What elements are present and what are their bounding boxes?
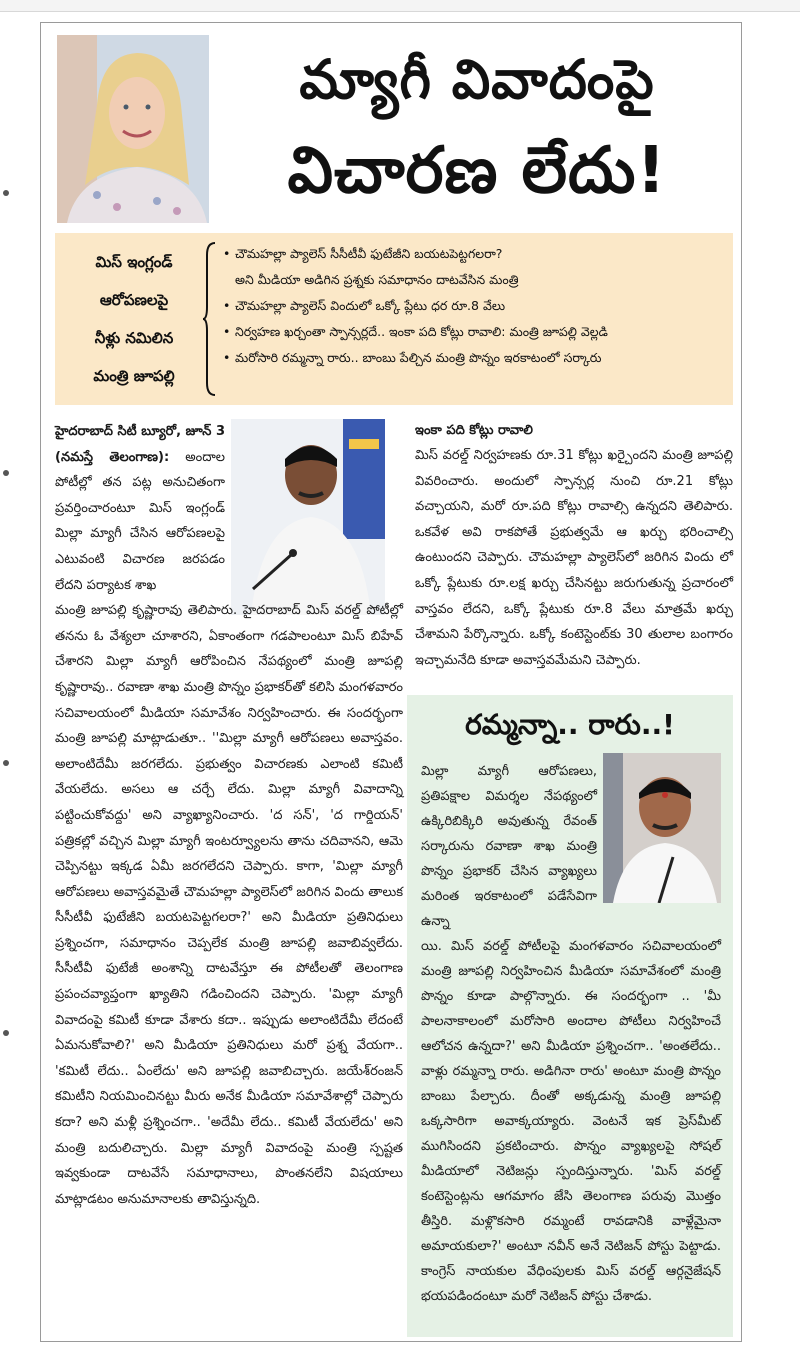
page-top-strip bbox=[0, 0, 800, 12]
side-article-subhead: ఇంకా పది కోట్లు రావాలి bbox=[415, 423, 533, 438]
summary-bullet: • చౌమహల్లా ప్యాలెస్ సీసీటీవీ ఫుటేజీని బయటపెట్టగలరా? bbox=[223, 241, 729, 267]
summary-box bbox=[55, 233, 733, 405]
sub-article-title: రమ్మన్నా.. రారు..! bbox=[465, 708, 675, 741]
summary-bullet: • మరోసారి రమ్మన్నా రారు.. బాంబు పేల్చిన మంత్రి పొన్నం ఇరకాటంలో సర్కారు bbox=[223, 345, 729, 371]
summary-label-line: ఆరోపణలపై bbox=[99, 291, 169, 309]
summary-bullet: • నిర్వహణ ఖర్చంతా స్పాన్సర్లదే.. ఇంకా పది కోట్లు రావాలి: మంత్రి జూపల్లి వెల్లడి bbox=[223, 319, 729, 345]
headline-line-2: విచారణ లేదు! bbox=[287, 134, 667, 208]
main-article-body: మంత్రి జూపల్లి కృష్ణారావు తెలిపారు. హైదరాబాద్ మిస్ వరల్డ్ పోటీల్లో తనను ఓ వేశ్యలా చూశారని, ఏకాంతంగా గడపాలంటూ మిస్ బిహేవ్ చేశారని మిల్లా మ్యాగీ ఆరోపించిన నేపథ్యంలో మంత్రి జూపల్లి కృష్ణారావు.. రవాణా శాఖ మంత్రి పొన్నం ప్రభాకర్‌తో కలిసి మంగళవారం సచివాలయంలో మీడియా సమావేశం నిర్వహించారు. ఈ సందర్భంగా మంత్రి జూపల్లి మాట్లాడుతూ.. ''మిల్లా మ్యాగీ ఆరోపణలు అవాస్తవం. అలాంటిదేమీ జరగలేదు. ప్రభుత్వం విచారణకు ఎలాంటి కమిటీ వేయలేదు. అసలు ఆ చర్చే లేదు. మిల్లా మ్యాగీ వివాదాన్ని పట్టించుకోవద్దు' అని వ్యాఖ్యానించారు. 'ద సన్', 'ద గార్డియన్' పత్రికల్లో వచ్చిన మిల్లా మ్యాగీ ఇంటర్వ్యూలను తాను చదివానని, ఆమె చెప్పినట్టు ఇక్కడ ఏమీ జరగలేదని చెప్పారు. కాగా, 'మిల్లా మ్యాగీ ఆరోపణలు అవాస్తవమైతే చౌమహల్లా ప్యాలెస్‌లో జరిగిన విందు తాలుక సీసీటీవీ ఫుటేజీని బయటపెట్టగలరా?' అని మీడియా ప్రతినిధులు ప్రశ్నించగా, సమాధానం చెప్పలేక మంత్రి జూపల్లి జవాబివ్వలేదు. సీసీటీవీ ఫుటేజీ అంశాన్ని దాటవేస్తూ ఈ పోటీలతో తెలంగాణ ప్రపంచవ్యాప్తంగా ఖ్యాతిని గడించిందని చెప్పారు. 'మిల్లా మ్యాగీ వివాదంపై కమిటీ కూడా వేశారు కదా.. ఇప్పుడు అలాంటిదేమీ లేదంటే ఏమనుకోవాలి?' అని మీడియా ప్రతినిధులు మరో ప్రశ్న వేయగా.. 'కమిటీ లేదు.. ఏంలేదు' అని జూపల్లి జవాబిచ్చారు. జయేశ్‌రంజన్ కమిటీని నియమించినట్టు మీరు అనేక మీడియా సమావేశాల్లో చెప్పారు కదా? అని మళ్లీ ప్రశ్నించగా.. 'అదేమీ లేదు.. కమిటీ వేయలేదు' అని మంత్రి బదులిచ్చారు. మిల్లా మ్యాగీ వివాదంపై మంత్రి స్పష్టత ఇవ్వకుండా దాటవేసే సమాధానాలు, పొంతనలేని విషయాలు మాట్లాడటం అనుమానాలకు తావిస్తున్నది. bbox=[55, 603, 403, 1207]
main-article-lead-text: అందాల పోటీల్లో తన పట్ల అనుచితంగా ప్రవర్తించారంటూ మిస్ ఇంగ్లండ్ మిల్లా మ్యాగీ చేసిన ఆరోపణలపై ఎటువంటి విచారణ జరపడం లేదని పర్యాటక శాఖ bbox=[55, 449, 225, 593]
summary-bullets bbox=[223, 241, 729, 371]
margin-marks bbox=[0, 150, 12, 1050]
curly-brace-icon bbox=[203, 241, 217, 397]
main-article bbox=[55, 419, 403, 1212]
sub-article-text bbox=[421, 759, 721, 1309]
summary-box-label bbox=[65, 243, 203, 395]
side-article-body: మిస్ వరల్డ్ నిర్వహణకు రూ.31 కోట్లు ఖర్చైందని మంత్రి జూపల్లి వివరించారు. అందులో స్పాన్సర్ల నుంచి రూ.21 కోట్లు వచ్చాయని, మరో రూ.పది కోట్లు రావాల్సి ఉన్నదని తెలిపారు. ఒకవేళ అవి రాకపోతే ప్రభుత్వమే ఆ ఖర్చు భరించాల్సి ఉంటుందని చెప్పారు. చౌమహల్లా ప్యాలెస్‌లో జరిగిన విందు లో ఒక్కో ప్లేటుకు రూ.లక్ష ఖర్చు చేసినట్టు జరుగుతున్న ప్రచారంలో వాస్తవం లేదని, ఒక్కో ప్లేటుకు రూ.8 వేలు మాత్రమే ఖర్చు చేశామని పేర్కొన్నారు. ఒక్కో కంటెస్టెంట్‌కు 30 తులాల బంగారం ఇచ్చామనేది కూడా అవాస్తవమేమని చెప్పారు. bbox=[415, 448, 733, 668]
newspaper-clipping bbox=[40, 22, 742, 1342]
dateline: హైదరాబాద్ సిటీ బ్యూరో, జూన్ 3 (నమస్తే తెలంగాణ): bbox=[55, 424, 225, 465]
headline-line-1: మ్యాగీ వివాదంపై bbox=[299, 48, 655, 111]
summary-label-line: మిస్ ఇంగ్లండ్ bbox=[95, 253, 173, 271]
miss-england-photo bbox=[57, 35, 209, 223]
main-article-lead bbox=[55, 419, 225, 598]
summary-bullet: అని మీడియా అడిగిన ప్రశ్నకు సమాధానం దాటవేసిన మంత్రి bbox=[235, 272, 519, 287]
sub-article-lead: మిల్లా మ్యాగీ ఆరోపణలు, ప్రతిపక్షాల విమర్శల నేపథ్యంలో ఉక్కిరిబిక్కిరి అవుతున్న రేవంత్ సర్కారును రవాణా శాఖ మంత్రి పొన్నం ప్రభాకర్ చేసిన వ్యాఖ్యలు మరింత ఇరకాటంలో పడేసేవిగా ఉన్నా bbox=[421, 764, 597, 929]
summary-bullet: • చౌమహల్లా ప్యాలెస్ విందులో ఒక్కో ప్లేటు ధర రూ.8 వేలు bbox=[223, 293, 729, 319]
sub-article-box bbox=[407, 695, 733, 1337]
summary-label-line: నీళ్లు నమిలిన bbox=[94, 329, 174, 347]
sub-article-body: యి. మిస్ వరల్డ్ పోటీలపై మంగళవారం సచివాలయంలో మంత్రి జూపల్లి నిర్వహించిన మీడియా సమావేశంలో మంత్రి పొన్నం కూడా పాల్గొన్నారు. ఈ సందర్భంగా .. 'మీ పాలనాకాలంలో మరోసారి అందాల పోటీలు నిర్వహించే ఆలోచన ఉన్నదా?' అని మీడియా ప్రశ్నించగా.. 'అంతలేదు.. వాళ్లు రమ్మన్నా రారు. అడిగినా రారు' అంటూ మంత్రి పొన్నం బాంబు పేల్చారు. దీంతో అక్కడున్న మంత్రి జూపల్లి ఒక్కసారిగా అవాక్కయ్యారు. వెంటనే ఇక ప్రెస్‌మీట్ ముగిసిందని ప్రకటించారు. పొన్నం వ్యాఖ్యలపై సోషల్ మీడియాలో నెటిజన్లు స్పందిస్తున్నారు. 'మిస్ వరల్డ్ కంటెస్టెంట్లను ఆగమాగం జేసి తెలంగాణ పరువు మొత్తం తీస్తిరి. మళ్లొకసారి రమ్మంటే రావడానికి వాళ్లేమైనా అమాయకులా?' అంటూ నవీన్ అనే నెటిజన్ పోస్టు పెట్టాడు. కాంగ్రెస్ నాయకుల వేధింపులకు మిస్ వరల్డ్ ఆర్గనైజేషన్ భయపడిందంటూ మరో నెటిజన్ పోస్టు చేశాడు. bbox=[421, 939, 721, 1304]
headline bbox=[219, 37, 735, 219]
side-article bbox=[415, 419, 733, 673]
summary-label-line: మంత్రి జూపల్లి bbox=[93, 367, 175, 385]
